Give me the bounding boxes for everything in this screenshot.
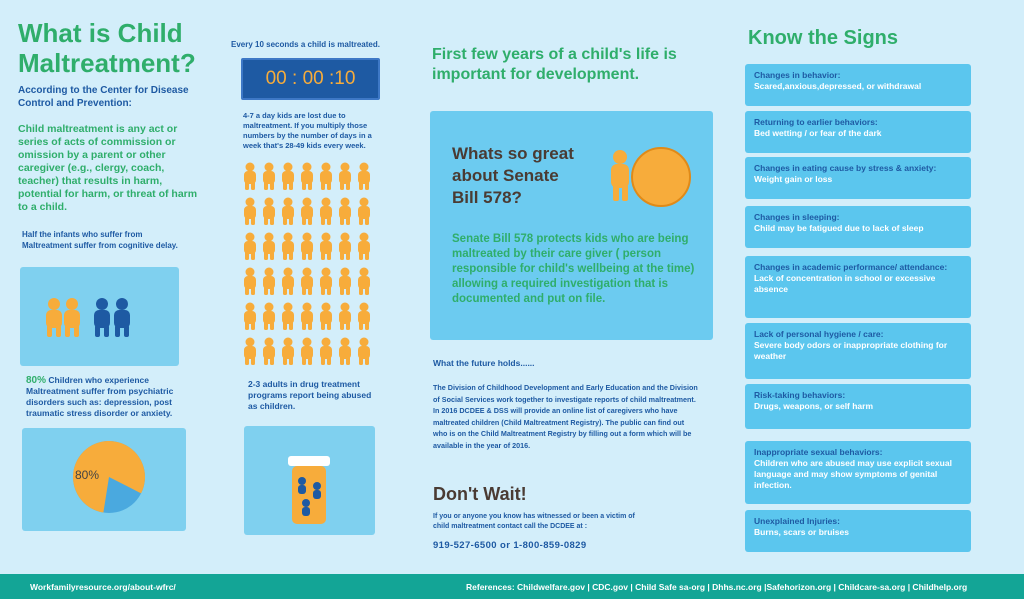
future-title: What the future holds...... <box>433 358 535 368</box>
psych-fact: Children who experience Maltreatment suffer from psychiatric disorders such as: depression, post traumatic stress disorder or anxiety. <box>26 375 174 418</box>
footer-references[interactable]: References: Childwelfare.gov | CDC.gov | Child Safe sa-org | Dhhs.nc.org |Safehorizon.org | Childcare-sa.org | Childhelp.org <box>466 582 968 592</box>
sign-item <box>745 510 971 552</box>
sign-desc: Drugs, weapons, or self harm <box>754 401 874 411</box>
kid-figure <box>301 338 313 366</box>
sign-title: Inappropriate sexual behaviors: <box>754 447 883 457</box>
kid-figure <box>244 233 256 261</box>
sign-title: Risk-taking behaviors: <box>754 390 846 400</box>
senate-title-3: Bill 578? <box>452 188 522 207</box>
kid-figure <box>263 163 275 191</box>
kid-figure <box>320 163 332 191</box>
phone-numbers[interactable]: 919-527-6500 or 1-800-859-0829 <box>433 540 587 551</box>
kids-grid-icon <box>240 160 376 370</box>
senate-title-1: Whats so great <box>452 144 574 163</box>
kid-figure <box>282 163 294 191</box>
title-line-2: Maltreatment? <box>18 48 196 78</box>
sign-desc: Scared,anxious,depressed, or withdrawal <box>754 81 922 91</box>
sign-title: Changes in academic performance/ attendance: <box>754 262 948 272</box>
kid-figure <box>320 303 332 331</box>
future-body: The Division of Childhood Development and Early Education and the Division of Social Services work together to investigate reports of child maltreatment. In 2016 DCDEE & DSS will provide an online list of caregivers who have maltreated children (Child Maltreatment Registry). The public can find out who is on the Child Maltreatment Registry by filling out a form which will be available in the year of 2016. <box>433 383 698 450</box>
pill-bottle-panel <box>244 426 375 535</box>
kid-figure <box>263 303 275 331</box>
kid-figure <box>244 268 256 296</box>
title-line-1: What is Child <box>18 18 183 48</box>
sign-item <box>745 384 971 429</box>
sign-item <box>745 256 971 318</box>
sign-title: Changes in sleeping: <box>754 212 840 222</box>
deaths-fact: 4-7 a day kids are lost due to maltreatment. If you multiply those numbers by the number of days in a week that's 28-49 kids every week. <box>243 111 372 150</box>
kid-figure <box>301 303 313 331</box>
kid-figure <box>301 198 313 226</box>
kid-figure <box>320 198 332 226</box>
kid-figure <box>282 233 294 261</box>
dont-wait-title: Don't Wait! <box>433 484 527 504</box>
senate-title <box>452 143 622 209</box>
senate-title-2: about Senate <box>452 166 559 185</box>
kid-figure <box>301 233 313 261</box>
kid-figure <box>339 303 351 331</box>
signs-title: Know the Signs <box>748 27 898 49</box>
kid-figure <box>282 338 294 366</box>
child-balloon-icon <box>605 143 695 213</box>
kid-figure <box>320 268 332 296</box>
sign-item <box>745 206 971 248</box>
dont-wait-body: If you or anyone you know has witnessed or been a victim of child maltreatment contact call the DCDEE at : <box>433 513 635 530</box>
kid-figure <box>358 163 370 191</box>
sign-title: Lack of personal hygiene / care: <box>754 329 884 339</box>
kid-figure <box>244 163 256 191</box>
kids-illustration-panel <box>20 267 179 366</box>
kid-figure <box>301 268 313 296</box>
kids-icon <box>20 267 179 366</box>
kid-figure <box>282 303 294 331</box>
senate-bill-panel <box>430 111 713 340</box>
psych-pct: 80% <box>26 375 47 386</box>
sign-title: Unexplained Injuries: <box>754 516 840 526</box>
sign-desc: Weight gain or loss <box>754 174 833 184</box>
kid-figure <box>358 338 370 366</box>
source-text: According to the Center for Disease Control and Prevention: <box>18 85 189 109</box>
infants-fact: Half the infants who suffer from Maltreatment suffer from cognitive delay. <box>22 230 178 250</box>
pie-panel <box>22 428 186 531</box>
kid-figure <box>263 198 275 226</box>
sign-desc: Burns, scars or bruises <box>754 527 849 537</box>
kid-figure <box>358 303 370 331</box>
kid-figure <box>282 268 294 296</box>
pie-label: 80% <box>75 468 100 482</box>
kid-figure <box>358 233 370 261</box>
every-seconds-text: Every 10 seconds a child is maltreated. <box>231 40 380 49</box>
sign-desc: Bed wetting / or fear of the dark <box>754 128 882 138</box>
sign-title: Changes in eating cause by stress & anxiety: <box>754 163 937 173</box>
kid-figure <box>358 198 370 226</box>
drug-fact: 2-3 adults in drug treatment programs report being abused as children. <box>248 379 372 411</box>
kid-figure <box>339 338 351 366</box>
sign-title: Returning to earlier behaviors: <box>754 117 878 127</box>
kids-grid <box>240 160 376 370</box>
kid-figure <box>263 233 275 261</box>
kid-figure <box>339 163 351 191</box>
kid-figure <box>244 198 256 226</box>
kid-figure <box>339 233 351 261</box>
kid-figure <box>282 198 294 226</box>
psych-fact-block <box>26 375 186 419</box>
kid-figure <box>263 268 275 296</box>
timer-display: 00 : 00 :10 <box>241 58 380 100</box>
sign-item <box>745 323 971 379</box>
sign-item <box>745 441 971 504</box>
sign-desc: Children who are abused may use explicit sexual language and may show symptoms of genital infection. <box>754 458 952 490</box>
kid-figure <box>339 198 351 226</box>
sign-item <box>745 111 971 153</box>
kid-figure <box>320 233 332 261</box>
development-headline: First few years of a child's life is important for development. <box>432 46 677 83</box>
kid-figure <box>244 303 256 331</box>
kid-figure <box>339 268 351 296</box>
sign-item <box>745 157 971 199</box>
kid-figure <box>301 163 313 191</box>
sign-desc: Lack of concentration in school or excessive absence <box>754 273 936 294</box>
sign-desc: Severe body odors or inappropriate clothing for weather <box>754 340 948 361</box>
kid-figure <box>320 338 332 366</box>
sign-item <box>745 64 971 106</box>
kid-figure <box>358 268 370 296</box>
definition-text: Child maltreatment is any act or series of acts of commission or omission by a parent or other caregiver (e.g., clergy, coach, teacher) that results in harm, potential for harm, or threat of harm to a child. <box>18 123 198 213</box>
pie-chart <box>22 428 186 531</box>
kid-figure <box>263 338 275 366</box>
footer <box>0 574 1024 599</box>
main-title <box>18 18 196 78</box>
kid-figure <box>244 338 256 366</box>
sign-desc: Child may be fatigued due to lack of sleep <box>754 223 924 233</box>
sign-title: Changes in behavior: <box>754 70 841 80</box>
senate-body: Senate Bill 578 protects kids who are being maltreated by their care giver ( person responsible for child's wellbeing at the time) allowing a required investigation that is documented and put on file. <box>452 233 695 305</box>
footer-website-link[interactable]: Workfamilyresource.org/about-wfrc/ <box>30 582 176 592</box>
pill-bottle-icon <box>244 426 375 535</box>
